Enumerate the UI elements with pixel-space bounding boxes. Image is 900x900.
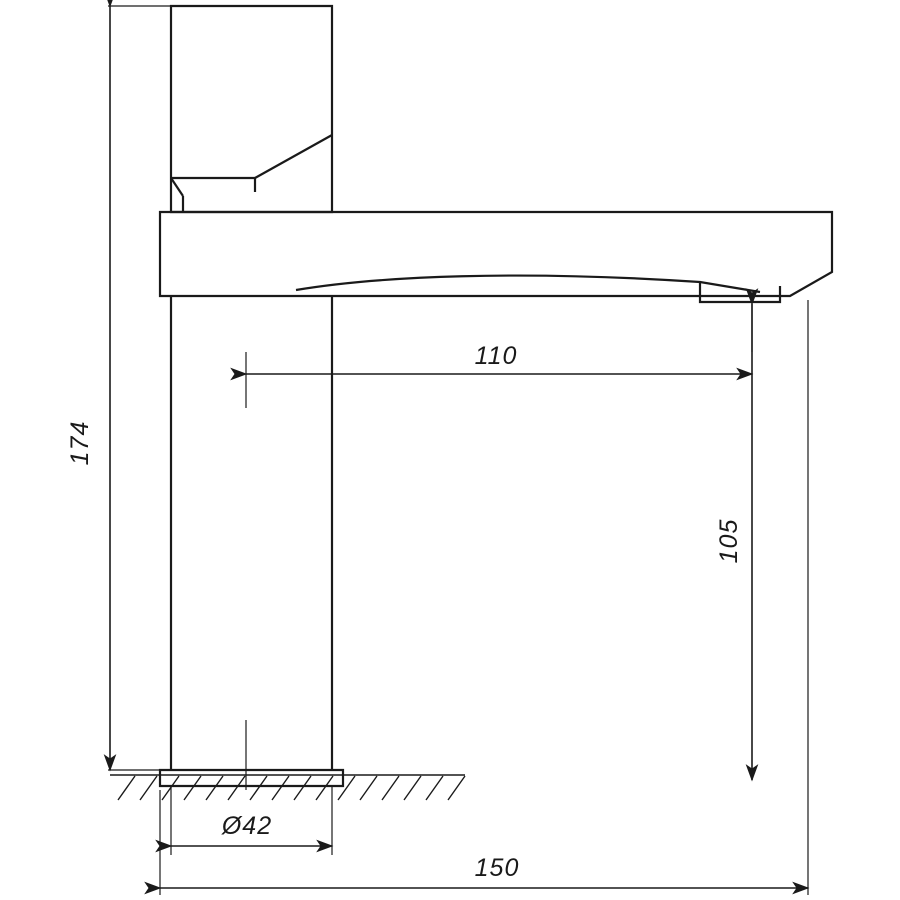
dimension-label-base-diameter: Ø42 <box>221 812 273 840</box>
faucet-body-outline <box>160 6 832 786</box>
extension-lines <box>108 6 808 895</box>
dimension-lines <box>110 6 808 888</box>
lever-handle-top-block <box>171 6 332 212</box>
dimension-label-spout-height: 105 <box>715 518 743 564</box>
spout-inner-curve <box>296 276 760 292</box>
lever-handle-underside <box>171 178 255 192</box>
lever-handle-angle-right <box>255 135 332 178</box>
dimension-label-spout-reach: 110 <box>474 342 518 370</box>
dimension-label-height-total: 174 <box>66 420 94 466</box>
spout-body <box>160 212 832 296</box>
mounting-base-plate <box>160 770 343 786</box>
lever-handle-angle-left <box>171 178 183 196</box>
mounting-surface-hatch <box>110 775 465 800</box>
dimension-label-total-width: 150 <box>474 854 520 882</box>
